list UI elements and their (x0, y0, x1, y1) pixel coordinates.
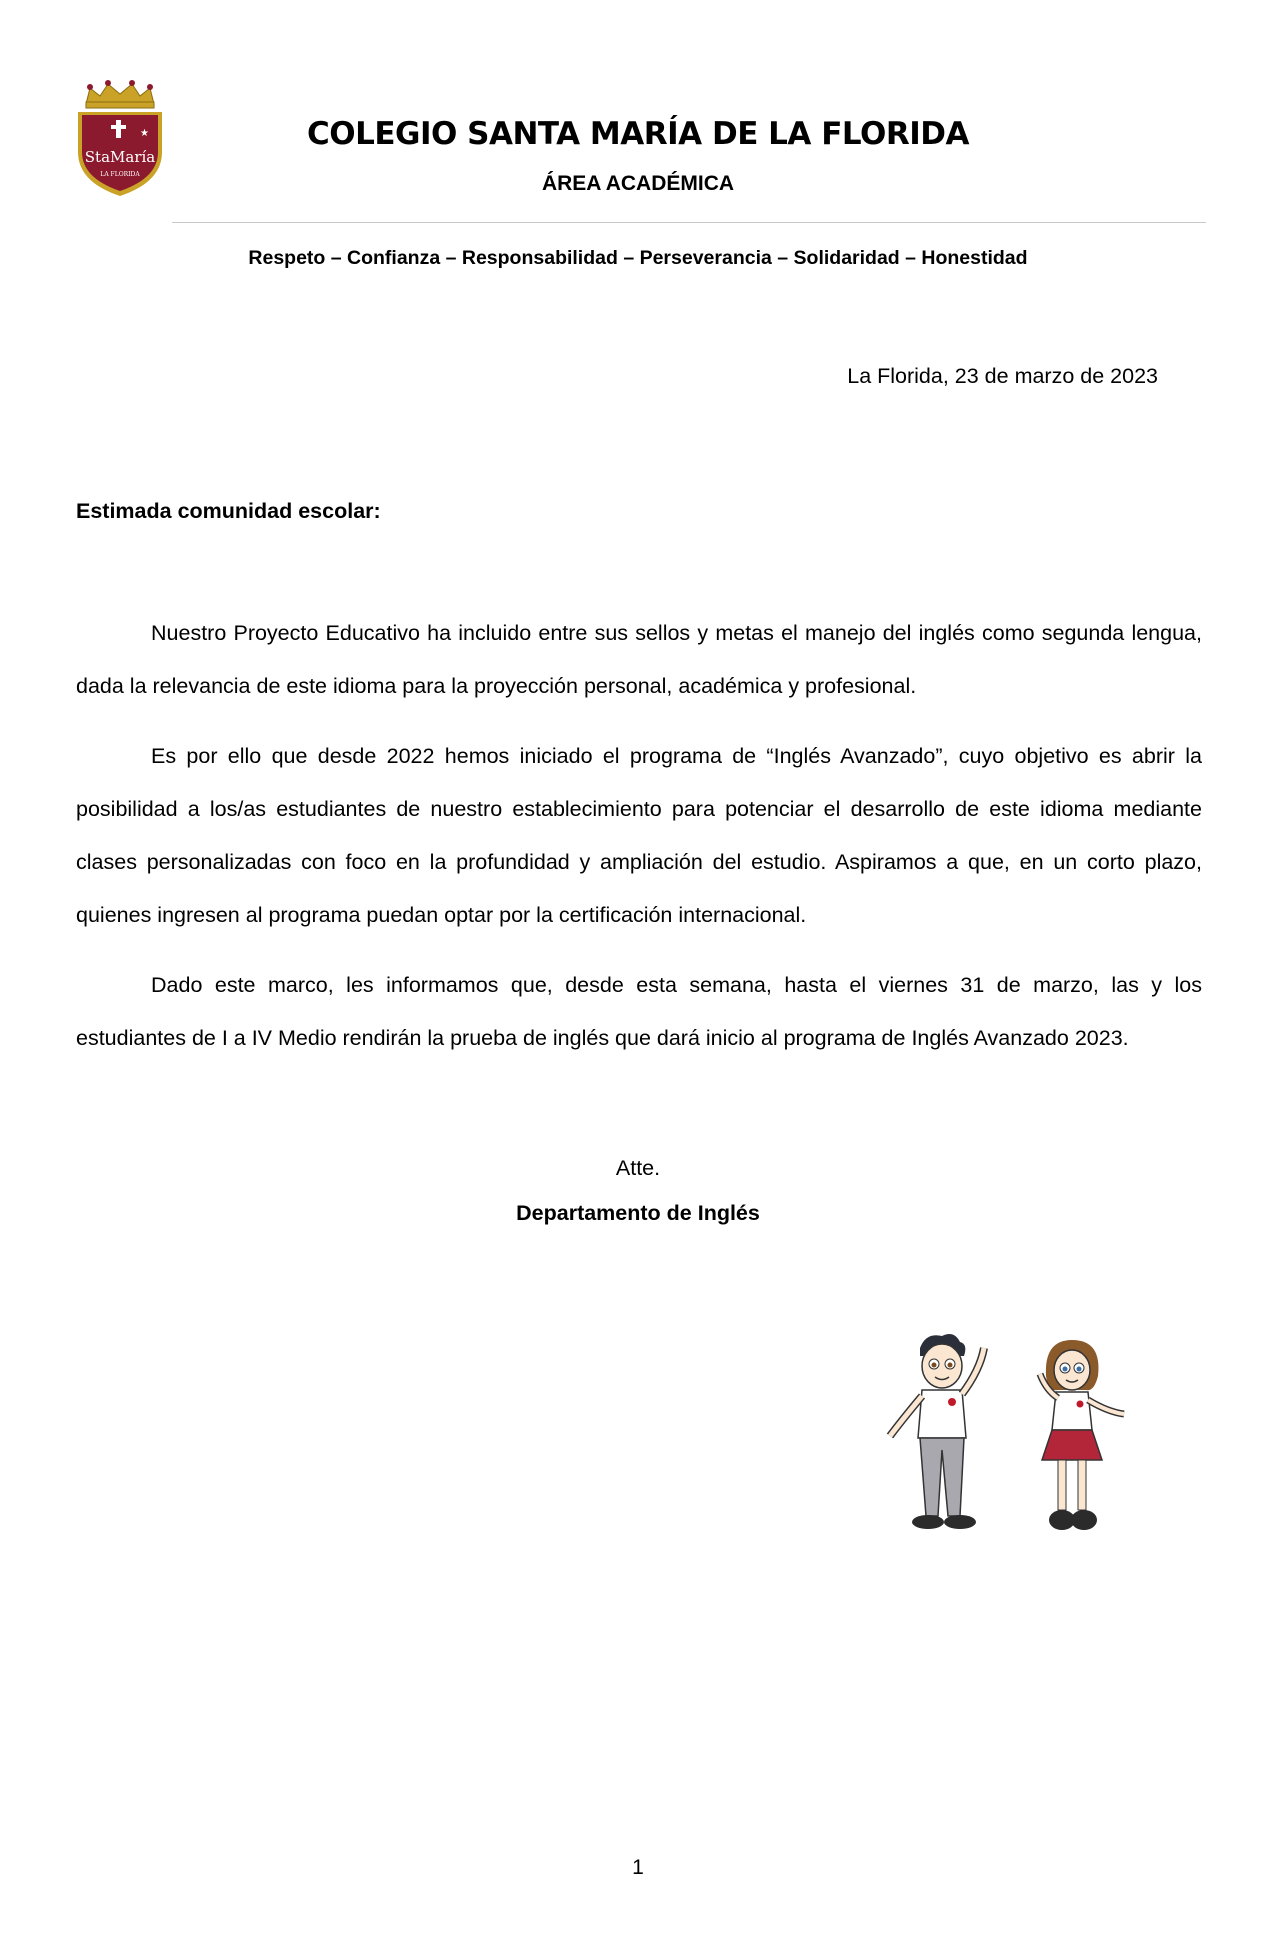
letter-paragraph: Es por ello que desde 2022 hemos iniciado el programa de “Inglés Avanzado”, cuyo objetivo es abrir la posibilidad a los/as estudiantes de nuestro establecimiento para potenciar el desarrollo de este idioma mediante clases personalizadas con foco en la profundidad y ampliación del estudio. Aspiramos a que, en un corto plazo, quienes ingresen al programa puedan optar por la certificación internacional. (76, 744, 1202, 927)
logo-text: StaMaría (84, 148, 156, 166)
svg-text:★: ★ (140, 128, 149, 139)
girl-figure (1040, 1340, 1124, 1530)
school-name-title: COLEGIO SANTA MARÍA DE LA FLORIDA (306, 116, 970, 152)
logo-subtext: LA FLORIDA (100, 171, 140, 178)
students-illustration (880, 1330, 1170, 1560)
letter-body (76, 607, 1202, 1082)
page-number: 1 (632, 1856, 644, 1879)
area-subtitle: ÁREA ACADÉMICA (541, 172, 735, 195)
letter-salutation: Estimada comunidad escolar: (76, 499, 381, 523)
letter-signature: Departamento de Inglés (516, 1201, 760, 1225)
letter-paragraph: Dado este marco, les informamos que, desde esta semana, hasta el viernes 31 de marzo, las y los estudiantes de I a IV Medio rendirán la prueba de inglés que dará inicio al programa de Inglés Avanzado 2023. (76, 973, 1202, 1050)
header-divider (172, 222, 1206, 223)
letter-closing: Atte. (615, 1156, 661, 1180)
school-values: Respeto – Confianza – Responsabilidad – Perseverancia – Solidaridad – Honestidad (248, 247, 1028, 269)
letter-paragraph: Nuestro Proyecto Educativo ha incluido entre sus sellos y metas el manejo del inglés como segunda lengua, dada la relevancia de este idioma para la proyección personal, académica y profesional. (76, 621, 1202, 698)
letter-date: La Florida, 23 de marzo de 2023 (847, 364, 1158, 388)
boy-figure (890, 1334, 984, 1529)
